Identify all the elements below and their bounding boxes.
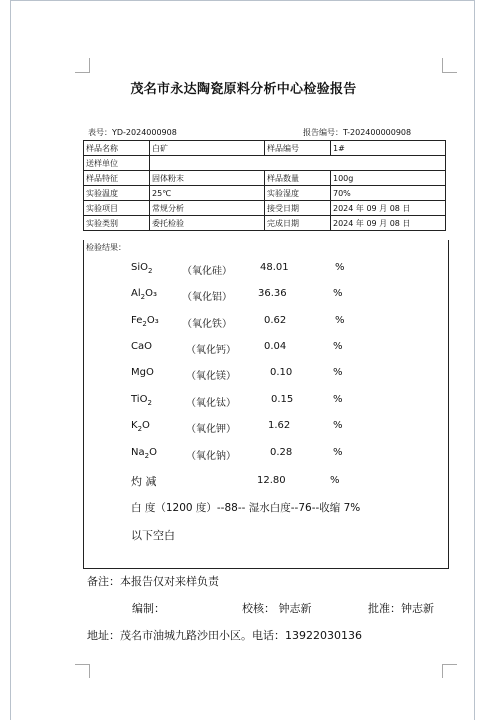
oxide-unit: % xyxy=(333,394,343,405)
oxide-name: （氧化钛） xyxy=(186,398,236,409)
cell-value: 常规分析 xyxy=(150,201,265,216)
page-edge-right xyxy=(474,0,475,720)
formula-text: Fe xyxy=(131,315,143,326)
cell-label: 实验湿度 xyxy=(265,186,331,201)
oxide-value: 0.10 xyxy=(270,367,293,378)
crop-mark xyxy=(442,664,443,678)
cell-label: 实验温度 xyxy=(84,186,150,201)
oxide-value: 0.04 xyxy=(264,341,287,352)
formula-text: Al xyxy=(131,288,141,299)
cell-value: 委托检验 xyxy=(150,216,265,231)
loss-value: 12.80 xyxy=(257,475,286,486)
oxide-formula xyxy=(131,288,157,301)
approver: 批准：钟志新 xyxy=(368,602,434,615)
cell-value: 25℃ xyxy=(150,186,265,201)
crop-mark xyxy=(89,58,90,72)
remark: 备注：本报告仅对来样负责 xyxy=(87,575,219,588)
oxide-name: （氧化铝） xyxy=(182,292,232,303)
report-title: 茂名市永达陶瓷原料分析中心检验报告 xyxy=(130,82,357,97)
report-number: 报告编号：T-202400000908 xyxy=(303,128,412,137)
cell-label: 实验类别 xyxy=(84,216,150,231)
oxide-value: 48.01 xyxy=(260,262,289,273)
cell-value: 2024 年 09 月 08 日 xyxy=(331,201,446,216)
cell-value: 70% xyxy=(331,186,446,201)
sample-info-table xyxy=(83,140,446,231)
oxide-value: 36.36 xyxy=(258,288,287,299)
cell-value: 固体粉末 xyxy=(150,171,265,186)
crop-mark xyxy=(75,72,90,73)
formula-tail: O xyxy=(149,447,157,458)
oxide-value: 1.62 xyxy=(268,420,291,431)
checker: 校核： 钟志新 xyxy=(242,602,312,615)
loss-unit: % xyxy=(330,475,340,486)
blank-note: 以下空白 xyxy=(131,529,175,542)
oxide-unit: % xyxy=(335,315,345,326)
formula-tail: O xyxy=(142,420,150,431)
cell-label: 实验项目 xyxy=(84,201,150,216)
oxide-formula xyxy=(131,394,152,407)
formula-tail: O₃ xyxy=(145,288,157,299)
formula-text: CaO xyxy=(131,341,152,352)
oxide-name: （氧化镁） xyxy=(186,371,236,382)
formula-text: SiO xyxy=(131,262,148,273)
oxide-name: （氧化钠） xyxy=(186,451,236,462)
formula-subscript: 2 xyxy=(144,452,150,460)
crop-mark xyxy=(442,72,457,73)
address: 地址：茂名市油城九路沙田小区。电话：13922030136 xyxy=(87,629,362,642)
oxide-formula xyxy=(131,341,152,354)
oxide-unit: % xyxy=(333,341,343,352)
cell-value xyxy=(150,156,446,171)
oxide-unit: % xyxy=(333,447,343,458)
cell-label: 样品数量 xyxy=(265,171,331,186)
oxide-value: 0.28 xyxy=(270,447,293,458)
cell-value: 1# xyxy=(331,141,446,156)
loss-label: 灼 减 xyxy=(131,475,157,488)
cell-label: 接受日期 xyxy=(265,201,331,216)
oxide-unit: % xyxy=(333,367,343,378)
oxide-name: （氧化钾） xyxy=(186,424,236,435)
oxide-formula xyxy=(131,447,157,460)
cell-value: 100g xyxy=(331,171,446,186)
cell-value: 白矿 xyxy=(150,141,265,156)
formula-subscript: 2 xyxy=(147,399,152,407)
editor: 编制： xyxy=(132,602,165,615)
oxide-name: （氧化钙） xyxy=(186,345,236,356)
page-edge-left xyxy=(10,0,11,720)
cell-label: 送样单位 xyxy=(84,156,150,171)
oxide-unit: % xyxy=(335,262,345,273)
formula-text: TiO xyxy=(131,394,148,405)
cell-label: 样品特征 xyxy=(84,171,150,186)
formula-subscript: 2 xyxy=(142,320,147,328)
cell-label: 样品名称 xyxy=(84,141,150,156)
crop-mark xyxy=(89,664,90,678)
oxide-value: 0.62 xyxy=(264,315,287,326)
results-label: 检验结果： xyxy=(86,243,126,252)
formula-subscript: 2 xyxy=(148,267,153,275)
crop-mark xyxy=(442,58,443,72)
cell-label: 完成日期 xyxy=(265,216,331,231)
oxide-formula xyxy=(131,367,154,380)
formula-text: K xyxy=(131,420,138,431)
oxide-unit: % xyxy=(333,420,343,431)
oxide-formula xyxy=(131,420,150,433)
formula-text: MgO xyxy=(131,367,154,378)
cell-value: 2024 年 09 月 08 日 xyxy=(331,216,446,231)
formula-subscript: 2 xyxy=(140,293,146,301)
oxide-value: 0.15 xyxy=(271,394,294,405)
formula-subscript: 2 xyxy=(137,425,143,433)
cell-label: 样品编号 xyxy=(265,141,331,156)
crop-mark xyxy=(442,664,457,665)
oxide-name: （氧化硅） xyxy=(182,266,232,277)
oxide-formula xyxy=(131,315,159,328)
oxide-name: （氧化铁） xyxy=(182,319,232,330)
formula-tail: O₃ xyxy=(146,315,159,326)
oxide-unit: % xyxy=(333,288,343,299)
whiteness-line: 白 度（1200 度）--88-- 湿水白度--76--收缩 7% xyxy=(131,502,361,514)
oxide-formula xyxy=(131,262,152,275)
crop-mark xyxy=(75,664,90,665)
page-edge-top xyxy=(10,0,475,1)
table-number: 表号：YD-2024000908 xyxy=(88,128,177,137)
formula-text: Na xyxy=(131,447,145,458)
